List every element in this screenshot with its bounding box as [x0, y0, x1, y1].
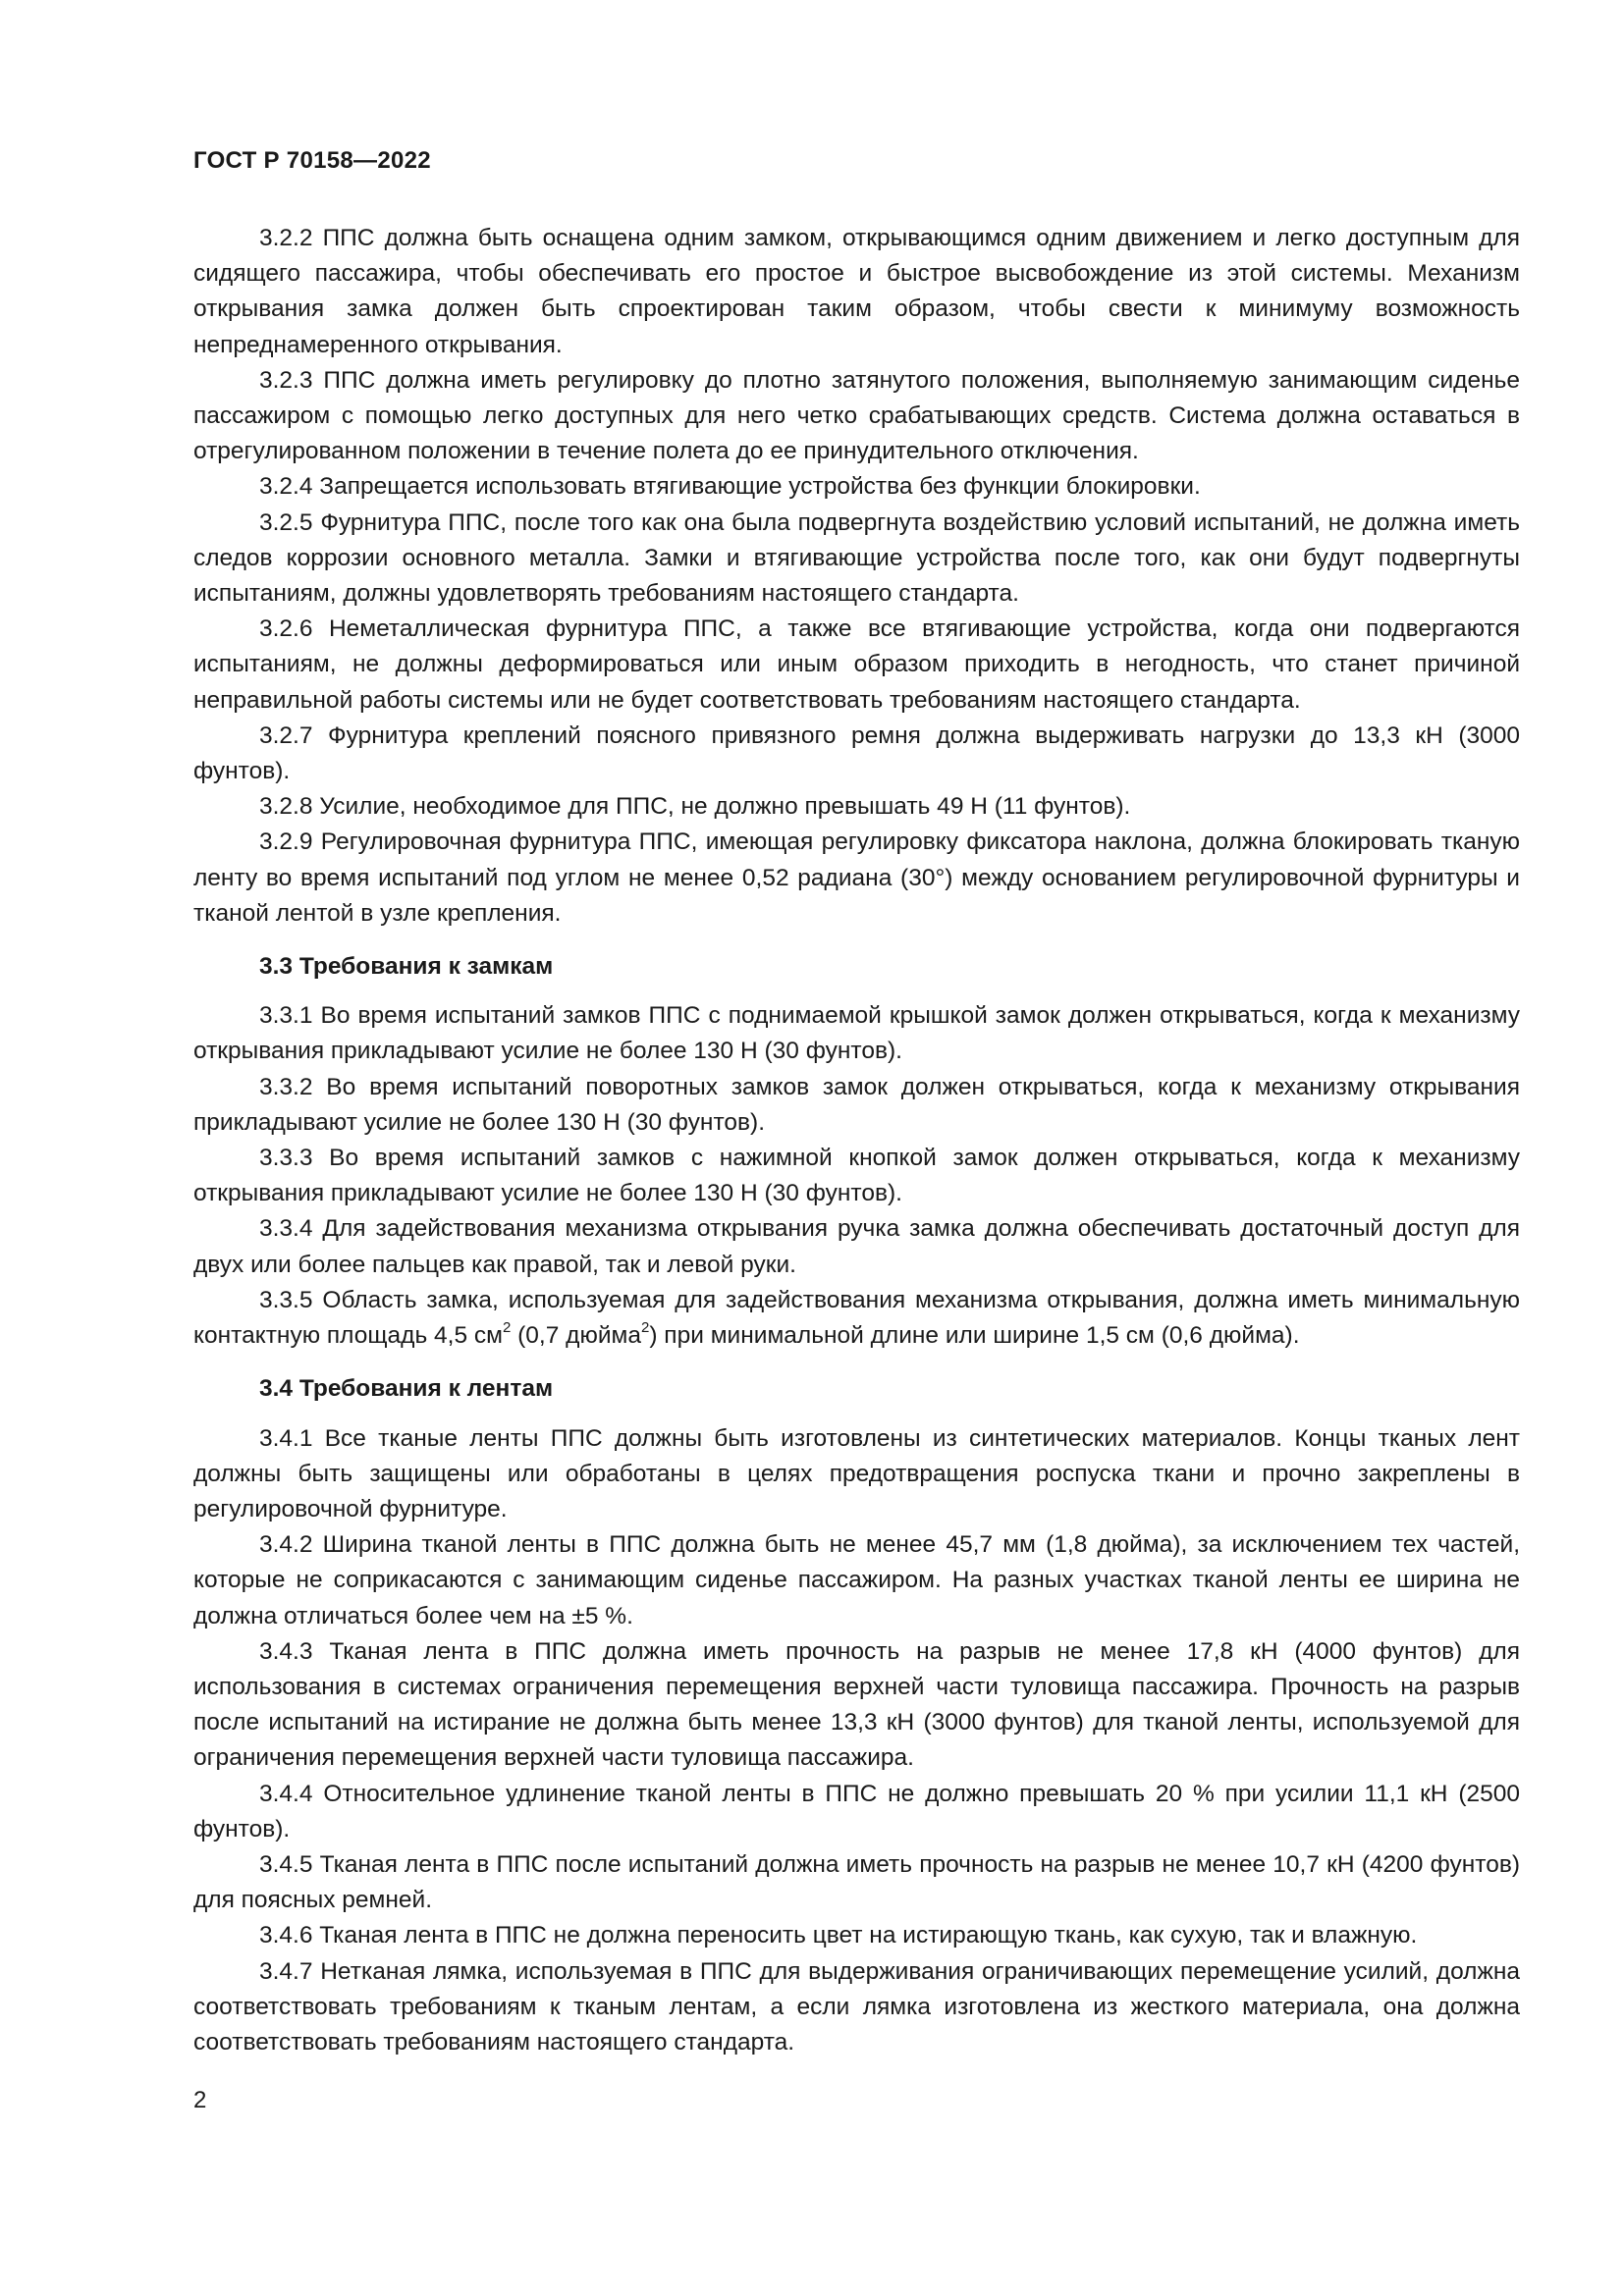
clause-3-2-9: 3.2.9 Регулировочная фурнитура ППС, имеющая регулировку фиксатора наклона, должна блокировать тканую ленту во время испытаний под углом не менее 0,52 радиана (30°) между основанием регулировочной фурнитуры и тканой лентой в узле крепления. [193, 828, 1520, 927]
section-heading-3-4: 3.4 Требования к лентам [259, 1375, 554, 1403]
clause-3-2-6: 3.2.6 Неметаллическая фурнитура ППС, а также все втягивающие устройства, когда они подвергаются испытаниям, не должны деформироваться или иным образом приходить в негодность, что станет причиной неправильной работы системы или не будет соответствовать требованиям настоящего стандарта. [193, 615, 1520, 714]
clause-3-3-4: 3.3.4 Для задействования механизма открывания ручка замка должна обеспечивать достаточный доступ для двух или более пальцев как правой, так и левой руки. [193, 1215, 1520, 1278]
clause-3-2-3: 3.2.3 ППС должна иметь регулировку до плотно затянутого положения, выполняемую занимающим сиденье пассажиром с помощью легко доступных для него четко срабатывающих средств. Система должна оставаться в отрегулированном положении в течение полета до ее принудительного отключения. [193, 366, 1520, 465]
superscript-2: 2 [641, 1319, 650, 1337]
clause-3-4-3: 3.4.3 Тканая лента в ППС должна иметь прочность на разрыв не менее 17,8 кН (4000 фунтов) для использования в системах ограничения перемещения верхней части туловища пассажира. Прочность на разрыв после испытаний на истирание не должна быть менее 13,3 кН (3000 фунтов) для тканой ленты, используемой для ограничения перемещения верхней части туловища пассажира. [193, 1637, 1520, 1772]
clause-3-2-5: 3.2.5 Фурнитура ППС, после того как она была подвергнута воздействию условий испытаний, не должна иметь следов коррозии основного металла. Замки и втягивающие устройства после того, как они будут подвергнуты испытаниям, должны удовлетворять требованиям настоящего стандарта. [193, 508, 1520, 608]
clause-3-3-5-text-c: ) при минимальной длине или ширине 1,5 см (0,6 дюйма). [649, 1322, 1300, 1350]
clause-3-4-6: 3.4.6 Тканая лента в ППС не должна переносить цвет на истирающую ткань, как сухую, так и влажную. [259, 1922, 1418, 1949]
clause-3-3-3: 3.3.3 Во время испытаний замков с нажимной кнопкой замок должен открываться, когда к механизму открывания прикладывают усилие не более 130 Н (30 фунтов). [193, 1145, 1520, 1207]
clause-3-4-2: 3.4.2 Ширина тканой ленты в ППС должна быть не менее 45,7 мм (1,8 дюйма), за исключением тех частей, которые не соприкасаются с занимающим сиденье пассажиром. На разных участках тканой ленты ее ширина не должна отличаться более чем на ±5 %. [193, 1531, 1520, 1629]
section-3-2 [193, 221, 1520, 932]
clause-3-3-5-text-a: 3.3.5 Область замка, используемая для задействования механизма открывания, должна иметь минимальную контактную площадь 4,5 см [193, 1286, 1520, 1350]
clause-3-2-8: 3.2.8 Усилие, необходимое для ППС, не должно превышать 49 Н (11 фунтов). [259, 793, 1131, 821]
clause-3-2-7: 3.2.7 Фурнитура креплений поясного привязного ремня должна выдерживать нагрузки до 13,3 кН (3000 фунтов). [193, 721, 1520, 785]
clause-3-2-2: 3.2.2 ППС должна быть оснащена одним замком, открывающимся одним движением и легко доступным для сидящего пассажира, чтобы обеспечивать его простое и быстрое высвобождение из этой системы. Механизм открывания замка должен быть спроектирован таким образом, чтобы свести к минимуму возможность непреднамеренного открывания. [193, 225, 1520, 358]
clause-3-4-4: 3.4.4 Относительное удлинение тканой ленты в ППС не должно превышать 20 % при усилии 11,1 кН (2500 фунтов). [193, 1780, 1520, 1842]
document-header: ГОСТ Р 70158—2022 [193, 147, 431, 174]
superscript-2: 2 [502, 1319, 512, 1337]
clause-3-4-5: 3.4.5 Тканая лента в ППС после испытаний должна иметь прочность на разрыв не менее 10,7 кН (4200 фунтов) для поясных ремней. [193, 1850, 1520, 1914]
clause-3-2-4: 3.2.4 Запрещается использовать втягивающие устройства без функции блокировки. [259, 473, 1201, 501]
clause-3-3-5 [193, 1283, 1520, 1354]
document-body [193, 221, 1520, 2060]
clause-3-4-1: 3.4.1 Все тканые ленты ППС должны быть изготовлены из синтетических материалов. Концы тканых лент должны быть защищены или обработаны в целях предотвращения роспуска ткани и прочно закреплены в регулировочной фурнитуре. [193, 1424, 1520, 1522]
clause-3-4-7: 3.4.7 Нетканая лямка, используемая в ППС для выдерживания ограничивающих перемещение усилий, должна соответствовать требованиям к тканым лентам, а если лямка изготовлена из жесткого материала, она должна соответствовать требованиям настоящего стандарта. [193, 1957, 1520, 2056]
page-number: 2 [193, 2087, 207, 2113]
clause-3-3-2: 3.3.2 Во время испытаний поворотных замков замок должен открываться, когда к механизму открывания прикладывают усилие не более 130 Н (30 фунтов). [193, 1073, 1520, 1136]
clause-3-3-1: 3.3.1 Во время испытаний замков ППС с поднимаемой крышкой замок должен открываться, когда к механизму открывания прикладывают усилие не более 130 Н (30 фунтов). [193, 1002, 1520, 1065]
clause-3-3-5-text-b: (0,7 дюйма [511, 1322, 641, 1350]
section-3-3 [193, 949, 1520, 1354]
section-3-4 [193, 1371, 1520, 2060]
section-heading-3-3: 3.3 Требования к замкам [259, 953, 554, 981]
